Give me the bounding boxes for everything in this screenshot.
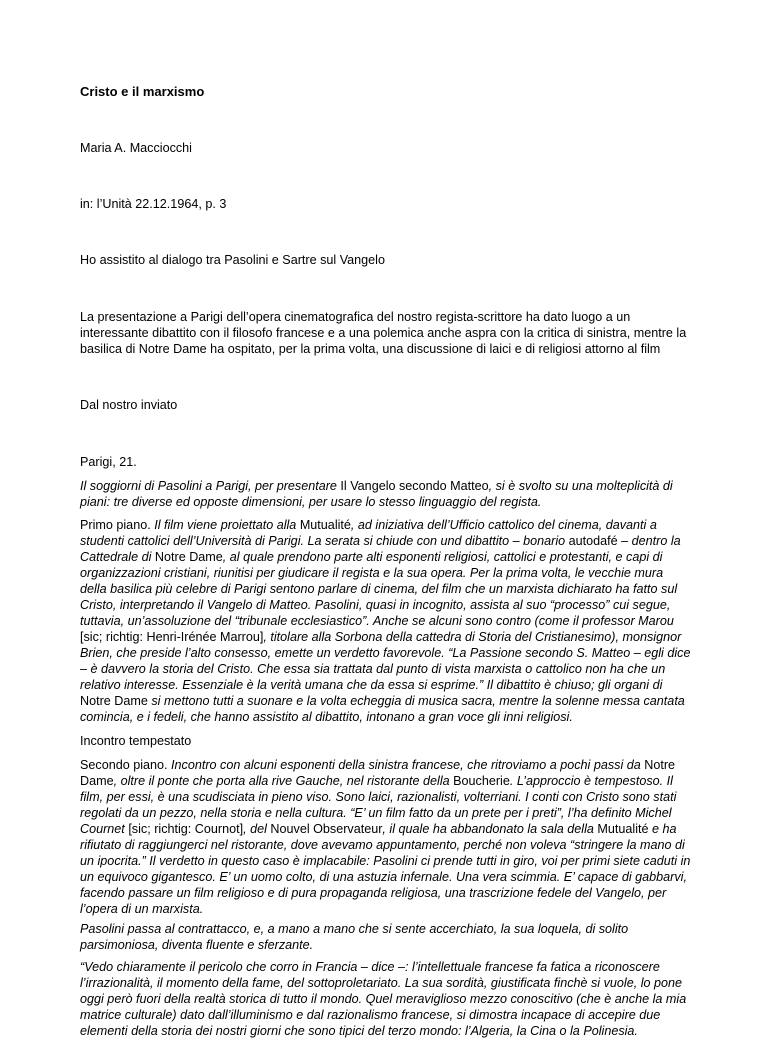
article-summary: La presentazione a Parigi dell’opera cinematografica del nostro regista-scrittore ha dato luogo a un interessante dibattito con il filosofo francese e a una polemica anche aspra con la critica di sinistra, mentre la basilica di Notre Dame ha ospitato, per la prima volta, una discussione di laici e di religiosi attorno al film xyxy=(80,310,687,356)
text-run: Primo piano. xyxy=(80,518,155,532)
paragraph-4 xyxy=(80,921,692,953)
text-run: Incontro con alcuni esponenti della sinistra francese, che ritroviamo a pochi passi da xyxy=(171,758,645,772)
author-name: Maria A. Macciocchi xyxy=(80,141,192,155)
text-run: [sic; richtig: Cournot] xyxy=(128,822,244,836)
text-run: Pasolini passa al contrattacco, e, a mano a mano che si sente accerchiato, la sua loquela, di solito parsimoniosa, diventa fluente e sferzante. xyxy=(80,922,629,952)
text-run: Notre Dame xyxy=(80,694,148,708)
paragraph-2 xyxy=(80,517,692,725)
text-run: Il Vangelo secondo Matteo xyxy=(340,479,489,493)
source-citation: in: l’Unità 22.12.1964, p. 3 xyxy=(80,197,227,211)
text-run: Notre Dame xyxy=(80,758,676,788)
byline: Dal nostro inviato xyxy=(80,398,178,412)
text-run: [sic; richtig: Henri-Irénée Marrou] xyxy=(80,630,264,644)
text-run: “Vedo chiaramente il pericolo che corro in Francia – dice –: l’intellettuale francese fa fatica a riconoscere l’irrazionalità, il momento della fame, del sottoproletariato. La sua sordità, giustificata finchè si vuole, lo pone oggi però fuori della realtà storica di tutto il mondo. Quel meraviglioso mezzo conoscitivo (che è anche la mia matrice culturale) dato dall’illuminismo e dal razionalismo francese, si dimostra incapace di accepire due elementi della storia dei nostri giorni che sono tipici del terzo mondo: l’Algeria, la Cina o la Polinesia. xyxy=(80,960,687,1038)
text-run: , ad iniziativa dell’Ufficio cattolico del cinema, davanti a studenti cattolici dell’Università di Parigi. La serata si chiude con und dibattito – bonario xyxy=(80,518,657,548)
dateline: Parigi, 21. xyxy=(80,455,137,469)
paragraph-3 xyxy=(80,757,692,917)
text-run: Nouvel Observateur xyxy=(270,822,383,836)
text-run: autodafé xyxy=(568,534,618,548)
paragraph-5 xyxy=(80,959,692,1039)
article-title: Cristo e il marxismo xyxy=(80,84,205,99)
text-run: , oltre il ponte che porta alla rive Gauche, nel ristorante della xyxy=(113,774,454,788)
text-run: , si è svolto su una molteplicità di piani: tre diverse ed opposte dimensioni, per usare lo stesso linguaggio del regista. xyxy=(80,479,673,509)
text-run: Mutualité xyxy=(299,518,351,532)
text-run: Il film viene proiettato alla xyxy=(154,518,300,532)
text-run: Boucherie xyxy=(453,774,510,788)
section-heading: Incontro tempestato xyxy=(80,734,192,748)
text-run: , al quale prendono parte alti esponenti religiosi, cattolici e protestanti, e capi di organizzazioni cristiani, riunitisi per giudicare il regista e la sua opera. Per la prima volta, le vecchie mura della basilica più celebre di Parigi sentono parlare di cinema, del film che un marxista dichiarato ha fatto sul Cristo, interpretando il Vangelo di Matteo. Pasolini, quasi in incognito, assista al suo “processo” cui segue, tuttavia, un’assoluzione del “tribunale ecclesiastico”. Anche se alcuni sono contro (come il professor Marou xyxy=(80,550,678,628)
text-run: Mutualité xyxy=(597,822,649,836)
text-run: , titolare alla Sorbona della cattedra di Storia del Cristianesimo), monsignor Brien, che preside l’alto consesso, emette un verdetto favorevole. “La Passione secondo S. Matteo – egli dice – è davvero la storia del Cristo. Che essa sia trattata dal punto di vista marxista o cattolico non ha che un relativo interesse. Essenziale è la verità umana che da essa si esprime.” Il dibattito è chiuso; gli organi di xyxy=(80,630,691,692)
text-run: , del xyxy=(243,822,271,836)
text-run: . L’approccio è tempestoso. Il film, per essi, è una scudisciata in pieno viso. Sono laici, razionalisti, volterriani. I conti con Cristo sono stati regolati da un pezzo, nella storia e nella cultura. “E’ un film fatto da un prete per i preti”, l’ha definito Michel Cournet xyxy=(80,774,677,836)
text-run: Secondo piano. xyxy=(80,758,172,772)
text-run: – dentro la Cattedrale di xyxy=(80,534,681,564)
text-run: si mettono tutti a suonare e la volta echeggia di musica sacra, mentre la solenne messa cantata comincia, e i fedeli, che hanno assistito al dibattito, intonano a gran voce gli inni religiosi. xyxy=(80,694,685,724)
text-run: Notre Dame xyxy=(154,550,223,564)
article-subtitle: Ho assistito al dialogo tra Pasolini e Sartre sul Vangelo xyxy=(80,253,385,267)
text-run: , il quale ha abbandonato la sala della xyxy=(382,822,598,836)
text-run: Il soggiorni di Pasolini a Parigi, per presentare xyxy=(80,479,341,493)
text-run: e ha rifiutato di raggiungerci nel ristorante, dove avevamo appuntamento, perché non voleva “stringere la mano di un ipocrita.” Il verdetto in questo caso è implacabile: Pasolini ci prende tutti in giro, voi per primi siete caduti in un equivoco gigantesco. E’ un uomo colto, di una astuzia infernale. Una vera scimmia. E’ capace di gabbarvi, facendo passare un film religioso e di pura propaganda religiosa, una trascrizione fedele del Vangelo, per l’opera di un marxista. xyxy=(80,822,691,916)
paragraph-1 xyxy=(80,478,692,510)
